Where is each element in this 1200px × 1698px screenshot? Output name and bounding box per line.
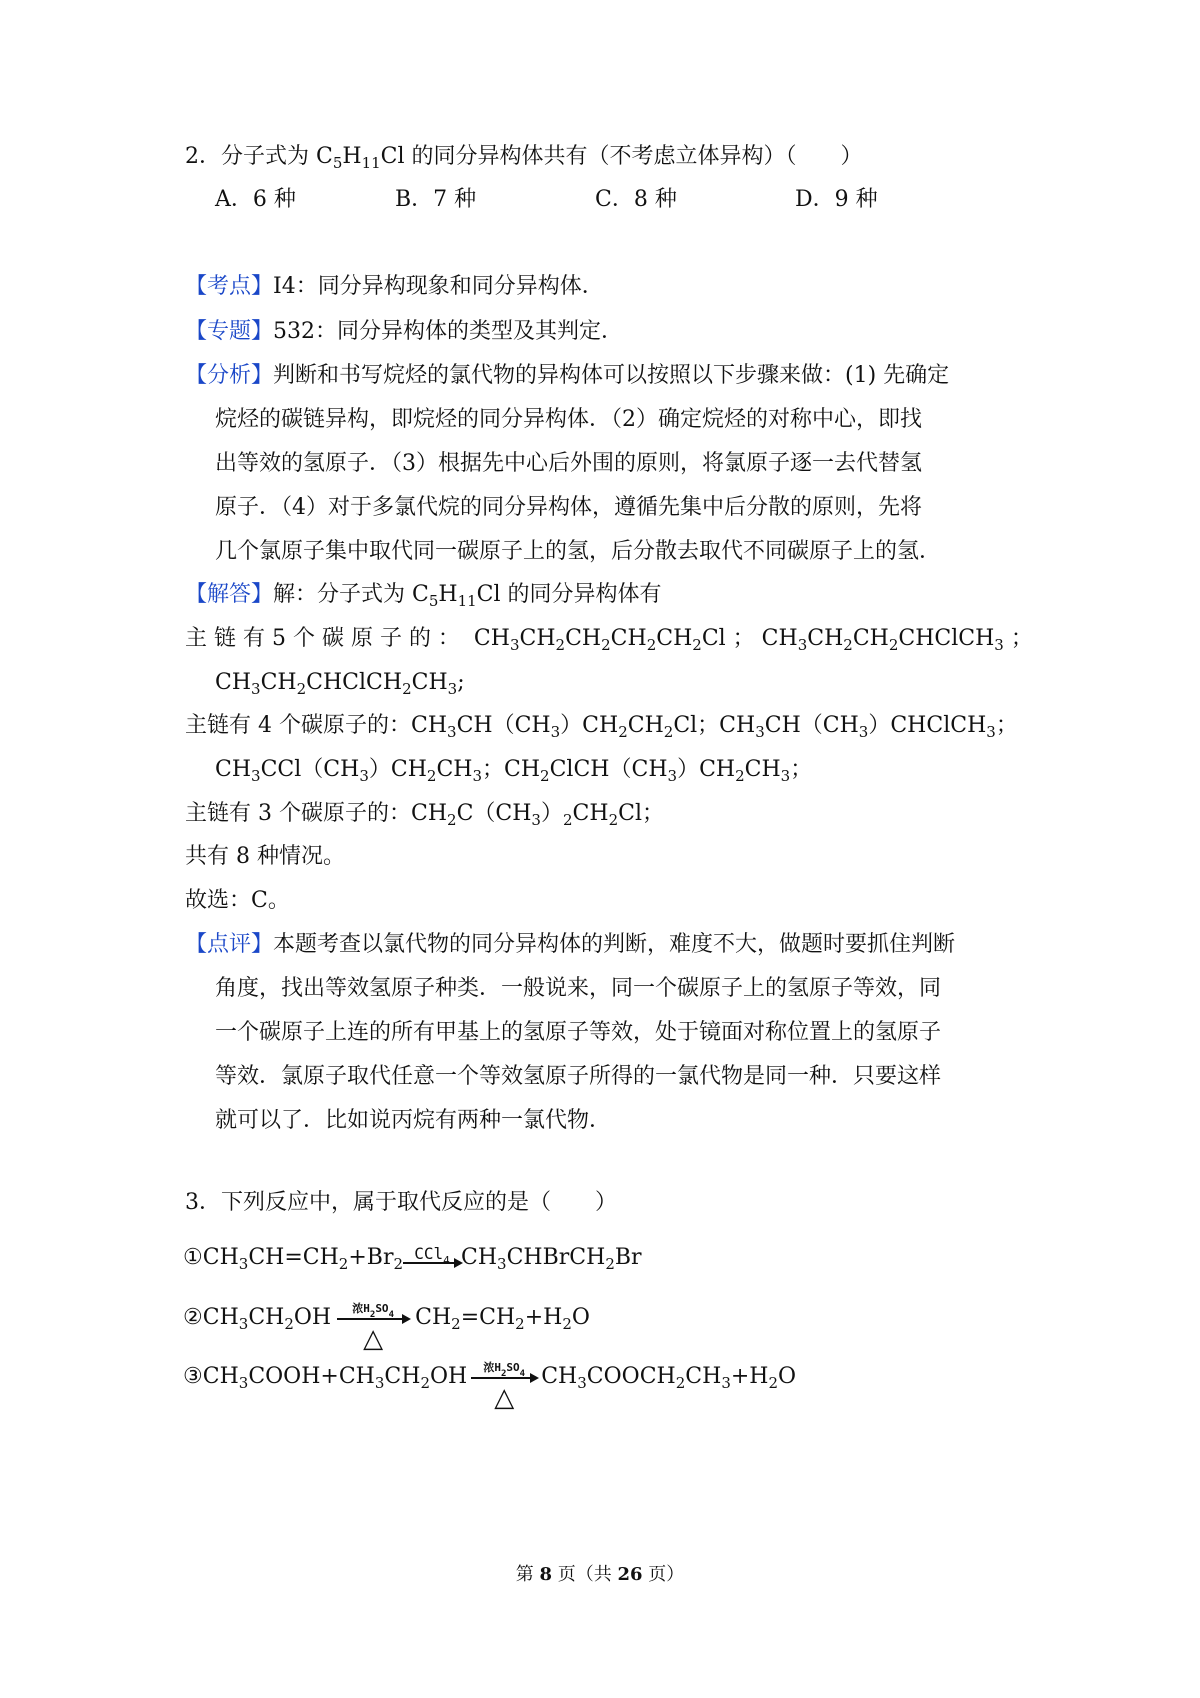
dianping-line-2: 角度，找出等效氢原子种类．一般说来，同一个碳原子上的氢原子等效，同 xyxy=(215,976,942,1001)
reaction-1-arrow xyxy=(403,1244,461,1267)
reaction-2-condition: 浓$H_2SO_4$ xyxy=(352,1302,394,1320)
dianping-label: 【点评】 xyxy=(185,932,274,957)
kaodian-label: 【考点】 xyxy=(185,274,274,299)
q2-sub5: 5 xyxy=(332,154,343,172)
kaodian xyxy=(185,272,604,302)
dianping-line-5: 就可以了．比如说丙烷有两种一氯代物． xyxy=(215,1108,612,1133)
reaction-2-arrow xyxy=(337,1302,409,1354)
fenxi-line-4: 原子．（4）对于多氯代烷的同分异构体，遵循先集中后分散的原则，先将 xyxy=(215,495,922,520)
chain3-line xyxy=(185,799,664,829)
reaction-3-condition: 浓$H_2SO_4$ xyxy=(483,1361,526,1379)
chain5-label: 主 链 有 5 个 碳 原 子 的 ： xyxy=(185,626,460,651)
fenxi-label: 【分析】 xyxy=(185,363,274,388)
chain4-line xyxy=(185,711,1018,741)
heat-symbol-2: △ xyxy=(363,1324,384,1354)
q2-h: H xyxy=(342,144,362,169)
reaction-3: $③CH_3COOH+CH_3CH_2OH$ 浓$H_2SO_4$ △ $CH_3COOCH_2CH_3+H_2O$ xyxy=(183,1361,797,1413)
q2-sub11: 11 xyxy=(361,154,381,172)
fenxi-line-1 xyxy=(185,361,949,391)
reaction-3-arrow xyxy=(471,1361,537,1413)
zhuanti-label: 【专题】 xyxy=(185,319,274,344)
dianping-text-1: 本题考查以氯代物的同分异构体的判断，难度不大，做题时要抓住判断 xyxy=(273,932,956,957)
q2-stem-post: Cl 的同分异构体共有（不考虑立体异构）（ ） xyxy=(380,144,863,169)
chain3-formula: $CH_2C(CH_3)_2CH_2Cl$； xyxy=(410,801,664,829)
reaction-3-mark: ③ xyxy=(183,1364,203,1389)
q2-stem xyxy=(185,142,863,172)
fenxi-line-3: 出等效的氢原子．（3）根据先中心后外围的原则，将氯原子逐一去代替氢 xyxy=(215,451,922,476)
fenxi-text-1: 判断和书写烷烃的氯代物的异构体可以按照以下步骤来做：(1) 先确定 xyxy=(273,363,950,388)
chain5-formulas-b: $CH_3CH_2CHClCH_2CH_3$; xyxy=(215,670,465,698)
heat-symbol-3: △ xyxy=(494,1383,515,1413)
chain5-formulas-a: $CH_3CH_2CH_2CH_2CH_2Cl$ ； $CH_3CH_2CH_2CHClCH_3$ ； xyxy=(466,626,1033,654)
option-d[interactable]: D．9 种 xyxy=(795,187,878,212)
jieda-label: 【解答】 xyxy=(185,582,274,607)
kaodian-text: I4：同分异构现象和同分异构体． xyxy=(273,274,604,299)
reaction-2: $②CH_3CH_2OH$ 浓$H_2SO_4$ △ $CH_2=CH_2+H_2O$ xyxy=(183,1302,590,1354)
option-c[interactable]: C．8 种 xyxy=(595,187,677,212)
jieda-answer: 故选：C。 xyxy=(185,888,290,913)
zhuanti-text: 532：同分异构体的类型及其判定． xyxy=(273,319,624,344)
dianping-line-1 xyxy=(185,930,955,960)
jieda-total: 共有 8 种情况。 xyxy=(185,844,345,869)
jieda-line-1 xyxy=(185,580,662,610)
dianping-line-4: 等效．氯原子取代任意一个等效氢原子所得的一氯代物是同一种．只要这样 xyxy=(215,1064,942,1089)
dianping-line-3: 一个碳原子上连的所有甲基上的氢原子等效，处于镜面对称位置上的氢原子 xyxy=(215,1020,942,1045)
reaction-2-mark: ② xyxy=(183,1305,203,1330)
reaction-1: $①CH_3CH=CH_2+Br_2$ CCl$_4$ $CH_3CHBrCH_2Br$ xyxy=(183,1244,642,1273)
chain4-formulas-a: $CH_3CH(CH_3)CH_2CH_2Cl$；$CH_3CH(CH_3)CHClCH_3$； xyxy=(410,713,1018,741)
q2-stem-pre: 分子式为 C xyxy=(221,144,333,169)
jieda-first: 解：分子式为 $C_5H_{11}Cl$ 的同分异构体有 xyxy=(273,582,662,610)
chain4-label: 主链有 4 个碳原子的： xyxy=(185,713,411,738)
reaction-1-mark: ① xyxy=(183,1245,203,1270)
zhuanti xyxy=(185,317,623,347)
q2-options xyxy=(215,185,878,215)
option-a[interactable]: A．6 种 xyxy=(215,187,296,212)
q2-number: 2． xyxy=(185,144,221,169)
option-b[interactable]: B．7 种 xyxy=(395,187,477,212)
fenxi-line-2: 烷烃的碳链异构，即烷烃的同分异构体．（2）确定烷烃的对称中心，即找 xyxy=(215,407,922,432)
chain3-label: 主链有 3 个碳原子的： xyxy=(185,801,411,826)
page-footer: 第 8 页（共 26 页） xyxy=(515,1564,685,1585)
reaction-1-condition: CCl$_4$ xyxy=(414,1244,450,1267)
chain4-formulas-b: $CH_3CCl(CH_3)CH_2CH_3$；$CH_2ClCH(CH_3)CH_2CH_3$； xyxy=(215,757,813,785)
q3-stem: 3．下列反应中，属于取代反应的是（ ） xyxy=(185,1190,617,1215)
fenxi-line-5: 几个氯原子集中取代同一碳原子上的氢，后分散去取代不同碳原子上的氢． xyxy=(215,539,942,564)
chain5-line xyxy=(185,624,1033,654)
